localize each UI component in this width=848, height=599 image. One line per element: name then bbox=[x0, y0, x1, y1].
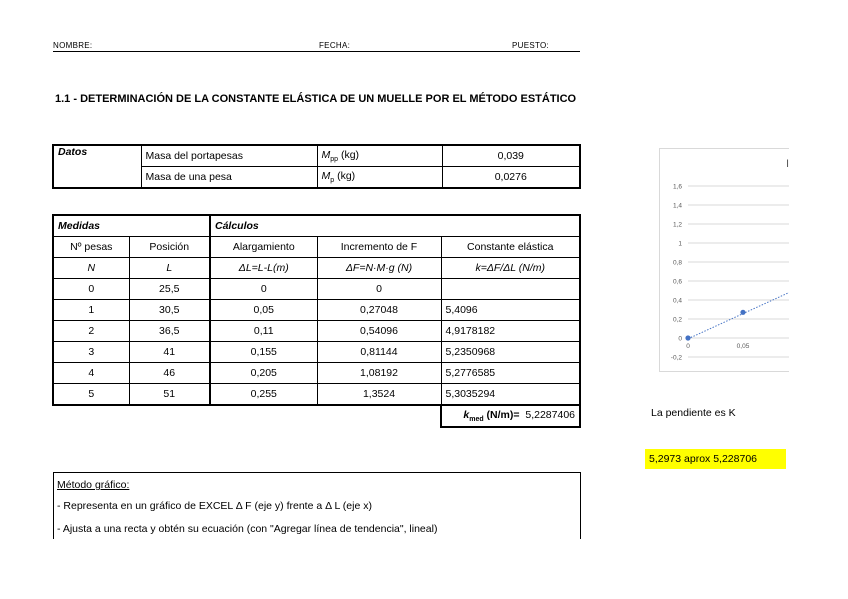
cell-k[interactable] bbox=[441, 279, 580, 300]
datos-desc[interactable]: Masa de una pesa bbox=[141, 167, 317, 189]
cell-n[interactable]: 5 bbox=[53, 384, 129, 406]
x-tick-label: 0 bbox=[686, 343, 690, 350]
table-row bbox=[53, 342, 580, 363]
scatter-chart bbox=[660, 149, 789, 371]
datos-sym[interactable]: $M_p$ (kg) bbox=[317, 167, 442, 189]
cell-alarg[interactable]: 0 bbox=[210, 279, 317, 300]
cell-pos[interactable]: 30,5 bbox=[129, 300, 210, 321]
col-header[interactable]: Nº pesas bbox=[53, 237, 129, 258]
datos-sym[interactable]: $M_{pp}$ (kg) bbox=[317, 145, 442, 167]
cell-k[interactable]: 5,4096 bbox=[441, 300, 580, 321]
cell-k[interactable]: 5,2776585 bbox=[441, 363, 580, 384]
y-tick-label: 1,4 bbox=[672, 202, 682, 210]
col-symbol[interactable]: L bbox=[129, 258, 210, 279]
kmed-cell[interactable]: $k_{med}$ (N/m)= 5,2287406 bbox=[441, 405, 580, 427]
col-symbol[interactable]: k=ΔF/ΔL (N/m) bbox=[441, 258, 580, 279]
medidas-table bbox=[52, 214, 581, 428]
data-point bbox=[685, 335, 690, 340]
table-row bbox=[53, 321, 580, 342]
chart-title-partial: I bbox=[786, 158, 789, 170]
datos-value[interactable]: 0,0276 bbox=[442, 167, 580, 189]
col-header[interactable]: Alargamiento bbox=[210, 237, 317, 258]
datos-value[interactable]: 0,039 bbox=[442, 145, 580, 167]
cell-alarg[interactable]: 0,205 bbox=[210, 363, 317, 384]
y-tick-label: 0,8 bbox=[672, 259, 682, 267]
y-tick-label: 0 bbox=[678, 335, 682, 343]
cell-n[interactable]: 2 bbox=[53, 321, 129, 342]
datos-label[interactable]: Datos bbox=[53, 145, 141, 188]
cell-k[interactable]: 5,3035294 bbox=[441, 384, 580, 406]
y-tick-label: 0,4 bbox=[672, 297, 682, 305]
col-symbol-row bbox=[53, 258, 580, 279]
cell-incf[interactable]: 0,81144 bbox=[317, 342, 441, 363]
cell-alarg[interactable]: 0,11 bbox=[210, 321, 317, 342]
cell-pos[interactable]: 46 bbox=[129, 363, 210, 384]
cell-pos[interactable]: 41 bbox=[129, 342, 210, 363]
cell-alarg[interactable]: 0,05 bbox=[210, 300, 317, 321]
chart-area[interactable] bbox=[659, 148, 789, 372]
cell-incf[interactable]: 1,08192 bbox=[317, 363, 441, 384]
table-row bbox=[53, 384, 580, 406]
metodo-line2[interactable]: - Ajusta a una recta y obtén su ecuación (con "Agregar línea de tendencia", lineal) bbox=[57, 523, 438, 535]
cell-k[interactable]: 5,2350968 bbox=[441, 342, 580, 363]
datos-row bbox=[53, 145, 580, 167]
y-tick-label: 0,6 bbox=[672, 278, 682, 286]
cell-incf[interactable]: 0,27048 bbox=[317, 300, 441, 321]
data-point bbox=[740, 310, 745, 315]
fecha-label: FECHA: bbox=[319, 41, 351, 50]
y-tick-label: 0,2 bbox=[672, 316, 682, 324]
resultado-highlight[interactable]: 5,2973 aprox 5,228706 bbox=[645, 449, 786, 469]
metodo-title[interactable]: Método gráfico: bbox=[57, 479, 130, 491]
kmed-value: 5,2287406 bbox=[525, 408, 575, 421]
cell-k[interactable]: 4,9178182 bbox=[441, 321, 580, 342]
cell-n[interactable]: 4 bbox=[53, 363, 129, 384]
metodo-line1[interactable]: - Representa en un gráfico de EXCEL Δ F (eje y) frente a Δ L (eje x) bbox=[57, 500, 372, 512]
datos-table bbox=[52, 144, 581, 189]
table-row bbox=[53, 363, 580, 384]
datos-desc[interactable]: Masa del portapesas bbox=[141, 145, 317, 167]
y-tick-label: 1 bbox=[678, 240, 682, 248]
x-tick-label: 0,05 bbox=[736, 343, 750, 350]
cell-incf[interactable]: 0 bbox=[317, 279, 441, 300]
pendiente-text[interactable]: La pendiente es K bbox=[651, 407, 736, 419]
table-row bbox=[53, 300, 580, 321]
col-header-row bbox=[53, 237, 580, 258]
header-underline bbox=[53, 51, 580, 52]
cell-n[interactable]: 3 bbox=[53, 342, 129, 363]
kmed-row bbox=[53, 405, 580, 427]
metodo-grafico-box bbox=[53, 472, 581, 539]
y-tick-label: 1,2 bbox=[672, 221, 682, 229]
col-header[interactable]: Constante elástica bbox=[441, 237, 580, 258]
cell-pos[interactable]: 25,5 bbox=[129, 279, 210, 300]
section-title: 1.1 - DETERMINACIÓN DE LA CONSTANTE ELÁSTICA DE UN MUELLE POR EL MÉTODO ESTÁTICO bbox=[55, 93, 577, 105]
cell-pos[interactable]: 36,5 bbox=[129, 321, 210, 342]
cell-incf[interactable]: 1,3524 bbox=[317, 384, 441, 406]
table-row bbox=[53, 279, 580, 300]
cell-pos[interactable]: 51 bbox=[129, 384, 210, 406]
col-header[interactable]: Posición bbox=[129, 237, 210, 258]
cell-alarg[interactable]: 0,155 bbox=[210, 342, 317, 363]
trendline bbox=[688, 293, 789, 339]
col-symbol[interactable]: ΔF=N·M·g (N) bbox=[317, 258, 441, 279]
cell-alarg[interactable]: 0,255 bbox=[210, 384, 317, 406]
y-tick-label: -0,2 bbox=[670, 354, 682, 362]
calculos-label[interactable]: Cálculos bbox=[210, 215, 580, 237]
col-symbol[interactable]: N bbox=[53, 258, 129, 279]
cell-n[interactable]: 0 bbox=[53, 279, 129, 300]
y-tick-label: 1,6 bbox=[672, 183, 682, 191]
nombre-label: NOMBRE: bbox=[53, 41, 93, 50]
col-header[interactable]: Incremento de F bbox=[317, 237, 441, 258]
puesto-label: PUESTO: bbox=[512, 41, 550, 50]
col-symbol[interactable]: ΔL=L-L(m) bbox=[210, 258, 317, 279]
cell-incf[interactable]: 0,54096 bbox=[317, 321, 441, 342]
cell-n[interactable]: 1 bbox=[53, 300, 129, 321]
medidas-label[interactable]: Medidas bbox=[53, 215, 210, 237]
